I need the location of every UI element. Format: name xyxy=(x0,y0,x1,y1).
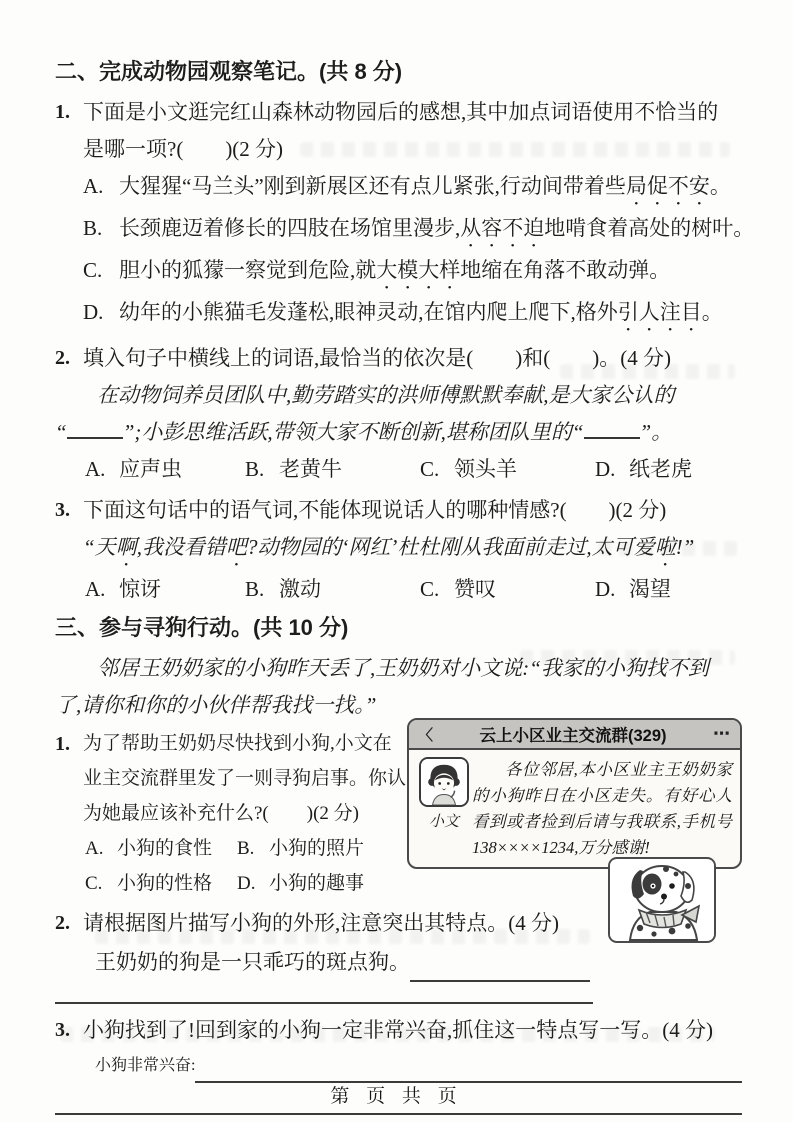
chat-body xyxy=(409,750,740,867)
question-stem-line: 为了帮助王奶奶尽快找到小狗,小文在 xyxy=(83,733,392,754)
intro-line: 了,请你和你的小伙伴帮我找一找。” xyxy=(55,693,377,717)
option-d xyxy=(595,451,692,488)
option-label: D. xyxy=(595,457,616,481)
answer-prefix: 王奶奶的狗是一只乖巧的斑点狗。 xyxy=(95,950,410,974)
question-2-1 xyxy=(55,94,755,336)
question-number: 2. xyxy=(55,347,70,369)
options-row xyxy=(55,571,742,608)
question-stem-line: 业主交流群里发了一则寻狗启事。你认 xyxy=(83,768,407,789)
option-c xyxy=(83,252,742,294)
option-label: B. xyxy=(83,216,103,240)
option-b xyxy=(83,210,755,252)
option-d xyxy=(83,294,742,336)
option-label: B. xyxy=(245,457,265,481)
option-label: D. xyxy=(83,300,104,324)
options-row xyxy=(83,866,407,901)
question-stem-line: 请根据图片描写小狗的外形,注意突出其特点。(4 分) xyxy=(83,911,559,935)
option-label: A. xyxy=(85,577,106,601)
question-stem-line: 下面是小文逛完红山森林动物园后的感想,其中加点词语使用不恰当的 xyxy=(83,100,719,124)
question-stem-line: 是哪一项?( )(2 分) xyxy=(83,137,284,161)
dalmatian-illustration xyxy=(610,859,714,941)
worksheet-content xyxy=(55,56,755,1115)
option-c xyxy=(420,451,595,488)
option-text: 赞叹 xyxy=(454,577,496,601)
option-label: C. xyxy=(85,873,103,894)
question-stem-line: 小狗找到了!回到家的小狗一定非常兴奋,抓住这一特点写一写。(4 分) xyxy=(83,1018,713,1042)
question-2-2 xyxy=(55,340,742,377)
option-b xyxy=(237,831,389,866)
answer-line xyxy=(55,942,742,982)
avatar xyxy=(419,757,469,807)
question-number: 3. xyxy=(55,1019,70,1041)
dalmatian-dog-image xyxy=(608,857,716,943)
answer-blank xyxy=(410,950,590,982)
option-text: 惊讶 xyxy=(119,577,161,601)
question-2-3 xyxy=(55,492,742,571)
option-text: 小狗的性格 xyxy=(117,873,213,894)
option-label: C. xyxy=(420,457,440,481)
chat-screenshot xyxy=(407,718,742,869)
intro-line: 邻居王奶奶家的小狗昨天丢了,王奶奶对小文说:“我家的小狗找不到 xyxy=(97,656,709,680)
section-three-title: 三、参与寻狗行动。(共 10 分) xyxy=(55,615,349,640)
option-label: B. xyxy=(245,577,265,601)
chat-header xyxy=(409,720,740,750)
answer-rule xyxy=(55,1000,593,1004)
option-text: 小狗的食性 xyxy=(117,838,213,859)
page-footer: 第 页 共 页 xyxy=(330,1086,463,1107)
answer-blank xyxy=(195,1055,742,1083)
option-a xyxy=(85,831,237,866)
option-label: A. xyxy=(83,174,104,198)
option-text: 激动 xyxy=(279,577,321,601)
option-c xyxy=(85,866,237,901)
option-label: A. xyxy=(85,838,104,859)
option-label: D. xyxy=(595,577,616,601)
option-a xyxy=(83,168,742,210)
question-stem-line: 下面这句话中的语气词,不能体现说话人的哪种情感?( )(2 分) xyxy=(83,498,667,522)
question-3-3 xyxy=(55,1012,742,1049)
fill-in-passage xyxy=(55,377,742,451)
question-number: 3. xyxy=(55,499,70,521)
option-c xyxy=(420,571,595,608)
question-3-1 xyxy=(55,726,407,901)
answer-prefix: 小狗非常兴奋: xyxy=(95,1057,196,1074)
section-two-title: 二、完成动物园观察笔记。(共 8 分) xyxy=(55,59,403,84)
option-a xyxy=(85,451,245,488)
option-label: D. xyxy=(237,873,256,894)
answer-line xyxy=(55,1049,742,1083)
option-b xyxy=(245,451,420,488)
question-number: 2. xyxy=(55,912,70,934)
option-text: 长颈鹿迈着修长的四肢在场馆里漫步,从容不迫地啃食着高处的树叶。 xyxy=(119,216,755,240)
passage-line-with-blanks: “ ”;小彭思维活跃,带领大家不断创新,堪称团队里的“ ”。 xyxy=(55,414,742,451)
passage-line: 在动物饲养员团队中,勤劳踏实的洪师傅默默奉献,是大家公认的 xyxy=(97,383,675,407)
question-number: 1. xyxy=(55,101,70,123)
question-stem-line: 为她最应该补充什么?( )(2 分) xyxy=(83,803,359,824)
option-text: 老黄牛 xyxy=(279,457,342,481)
option-a xyxy=(85,571,245,608)
option-text: 应声虫 xyxy=(119,457,182,481)
girl-avatar-illustration xyxy=(421,759,467,805)
option-text: 幼年的小熊猫毛发蓬松,眼神灵动,在馆内爬上爬下,格外引人注目。 xyxy=(119,300,723,324)
question-stem-line: 填入句子中横线上的词语,最恰当的依次是( )和( )。(4 分) xyxy=(83,346,671,370)
option-text: 胆小的狐獴一察觉到危险,就大模大样地缩在角落不敢动弹。 xyxy=(119,258,671,282)
options-row xyxy=(55,451,742,488)
options-row xyxy=(83,831,407,866)
chat-title: 云上小区业主交流群(329) xyxy=(479,727,667,745)
question-number: 1. xyxy=(55,733,70,755)
sender-name: 小文 xyxy=(428,814,459,830)
chat-message: 各位邻居,本小区业主王奶奶家的小狗昨日在小区走失。有好心人看到或者捡到后请与我联系,手机号138××××1234,万分感谢! xyxy=(472,760,732,857)
sender-column xyxy=(416,757,472,861)
option-label: B. xyxy=(237,838,255,859)
option-label: C. xyxy=(420,577,440,601)
answer-rule xyxy=(55,1111,742,1115)
option-text: 渴望 xyxy=(629,577,671,601)
option-text: 大猩猩“马兰头”刚到新展区还有点儿紧张,行动间带着些局促不安。 xyxy=(119,174,731,198)
option-text: 纸老虎 xyxy=(629,457,692,481)
option-text: 领头羊 xyxy=(454,457,517,481)
back-icon: 〈 xyxy=(418,726,434,744)
intro-passage xyxy=(55,650,742,724)
option-text: 小狗的趣事 xyxy=(269,873,365,894)
option-label: A. xyxy=(85,457,106,481)
option-label: C. xyxy=(83,258,103,282)
option-d xyxy=(595,571,671,608)
option-d xyxy=(237,866,389,901)
quote-line: “天啊,我没看错吧?动物园的‘网红’杜杜刚从我面前走过,太可爱啦!” xyxy=(83,535,695,559)
option-b xyxy=(245,571,420,608)
option-text: 小狗的照片 xyxy=(269,838,365,859)
more-icon: ⋯ xyxy=(713,724,731,743)
